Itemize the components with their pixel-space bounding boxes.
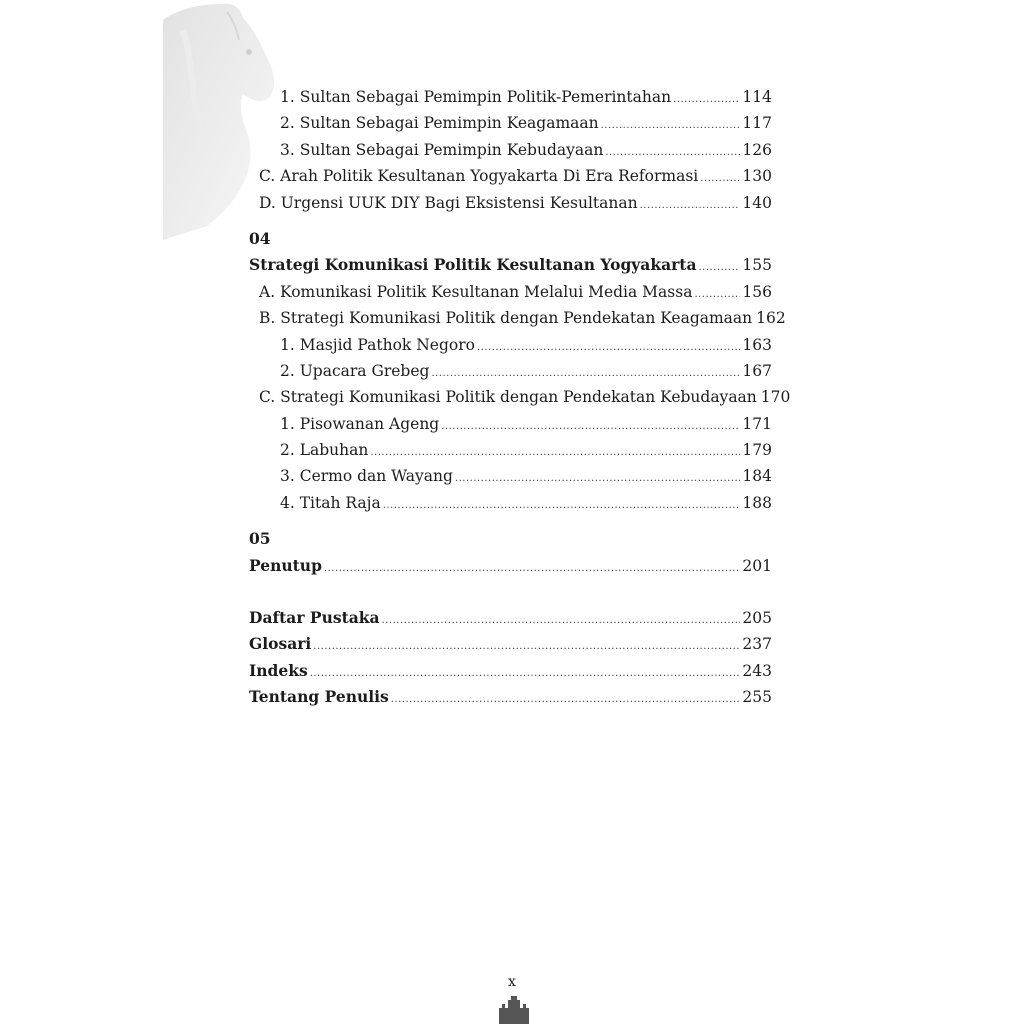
toc-entry-page: 163 xyxy=(742,335,772,354)
toc-entry-label: 1. Masjid Pathok Negoro xyxy=(280,335,475,354)
back-matter-page: 237 xyxy=(742,635,772,654)
toc-entry-page: 140 xyxy=(742,193,772,212)
toc-entry-page: 170 xyxy=(760,388,791,407)
toc-entry[interactable] xyxy=(249,490,772,516)
toc-entry-page: 188 xyxy=(742,493,772,512)
toc-entry[interactable] xyxy=(249,110,772,136)
toc-entry-page: 117 xyxy=(742,114,772,133)
toc-entry[interactable] xyxy=(249,463,772,489)
toc-entry-label: D. Urgensi UUK DIY Bagi Eksistensi Kesultanan xyxy=(259,193,638,212)
toc-entry-label: 1. Pisowanan Ageng xyxy=(280,414,440,433)
toc-entry-label: 4. Titah Raja xyxy=(280,493,381,512)
tower-ornament-icon xyxy=(499,996,529,1024)
toc-entry-page: 126 xyxy=(742,140,772,159)
back-matter-label: Indeks xyxy=(249,660,308,680)
chapter-title-entry[interactable] xyxy=(249,553,772,579)
dot-leader xyxy=(455,466,740,492)
chapter-number: 05 xyxy=(249,529,271,549)
dot-leader xyxy=(382,608,741,634)
back-matter-page: 243 xyxy=(742,661,772,680)
toc-entry-page: 130 xyxy=(742,167,772,186)
dot-leader xyxy=(601,113,741,139)
table-of-contents xyxy=(249,84,791,711)
toc-entry-page: 156 xyxy=(742,282,772,301)
toc-entry-page: 114 xyxy=(742,88,772,106)
toc-entry-label: 3. Cermo dan Wayang xyxy=(280,467,453,486)
toc-entry-page: 179 xyxy=(742,441,772,460)
back-matter-entry[interactable] xyxy=(249,631,772,657)
spacer xyxy=(249,579,772,605)
toc-entry-label: C. Strategi Komunikasi Politik dengan Pendekatan Kebudayaan xyxy=(259,388,757,407)
chapter-title: Penutup xyxy=(249,555,322,575)
back-matter-entry[interactable] xyxy=(249,605,772,631)
chapter-title-entry[interactable] xyxy=(249,252,772,278)
toc-entry[interactable] xyxy=(249,411,772,437)
dot-leader xyxy=(391,687,741,713)
dot-leader xyxy=(640,193,741,219)
back-matter-page: 255 xyxy=(742,688,772,707)
chapter-number: 04 xyxy=(249,228,271,248)
toc-entry[interactable] xyxy=(249,437,772,463)
toc-entry[interactable] xyxy=(249,384,791,410)
toc-entry-page: 171 xyxy=(742,414,772,433)
toc-entry[interactable] xyxy=(249,332,772,358)
dot-leader xyxy=(383,493,741,519)
dot-leader xyxy=(324,556,741,582)
toc-entry-label: 1. Sultan Sebagai Pemimpin Politik-Pemerintahan xyxy=(280,88,672,106)
chapter-title: Strategi Komunikasi Politik Kesultanan Yogyakarta xyxy=(249,255,697,275)
toc-entry[interactable] xyxy=(249,163,772,189)
page-folio: x xyxy=(508,974,516,990)
back-matter-entry[interactable] xyxy=(249,658,772,684)
toc-entry[interactable] xyxy=(249,305,786,331)
toc-entry-label: 2. Sultan Sebagai Pemimpin Keagamaan xyxy=(280,114,599,133)
dot-leader xyxy=(441,414,740,440)
toc-entry-label: 3. Sultan Sebagai Pemimpin Kebudayaan xyxy=(280,140,604,159)
toc-entry-label: C. Arah Politik Kesultanan Yogyakarta Di Era Reformasi xyxy=(259,167,699,186)
toc-entry[interactable] xyxy=(249,279,772,305)
dot-leader xyxy=(477,335,740,361)
toc-entry-page: 184 xyxy=(742,467,772,486)
back-matter-label: Glosari xyxy=(249,634,312,654)
back-matter-label: Tentang Penulis xyxy=(249,687,389,707)
toc-entry-label: 2. Labuhan xyxy=(280,441,369,460)
toc-entry-page: 162 xyxy=(756,309,786,328)
toc-entry[interactable] xyxy=(249,358,772,384)
toc-entry-page: 167 xyxy=(742,361,772,380)
dot-leader xyxy=(673,87,740,113)
chapter-page: 155 xyxy=(742,256,772,275)
toc-entry[interactable] xyxy=(249,84,772,110)
back-matter-page: 205 xyxy=(742,609,772,628)
toc-entry[interactable] xyxy=(249,190,772,216)
toc-entry-label: 2. Upacara Grebeg xyxy=(280,361,430,380)
toc-entry-label: A. Komunikasi Politik Kesultanan Melalui Media Massa xyxy=(259,282,693,301)
dot-leader xyxy=(313,634,740,660)
back-matter-entry[interactable] xyxy=(249,684,772,710)
chapter-page: 201 xyxy=(742,556,772,575)
dot-leader xyxy=(700,166,740,192)
toc-entry[interactable] xyxy=(249,137,772,163)
toc-entry-label: B. Strategi Komunikasi Politik dengan Pendekatan Keagamaan xyxy=(259,309,753,328)
back-matter-label: Daftar Pustaka xyxy=(249,608,380,628)
dot-leader xyxy=(699,255,741,281)
